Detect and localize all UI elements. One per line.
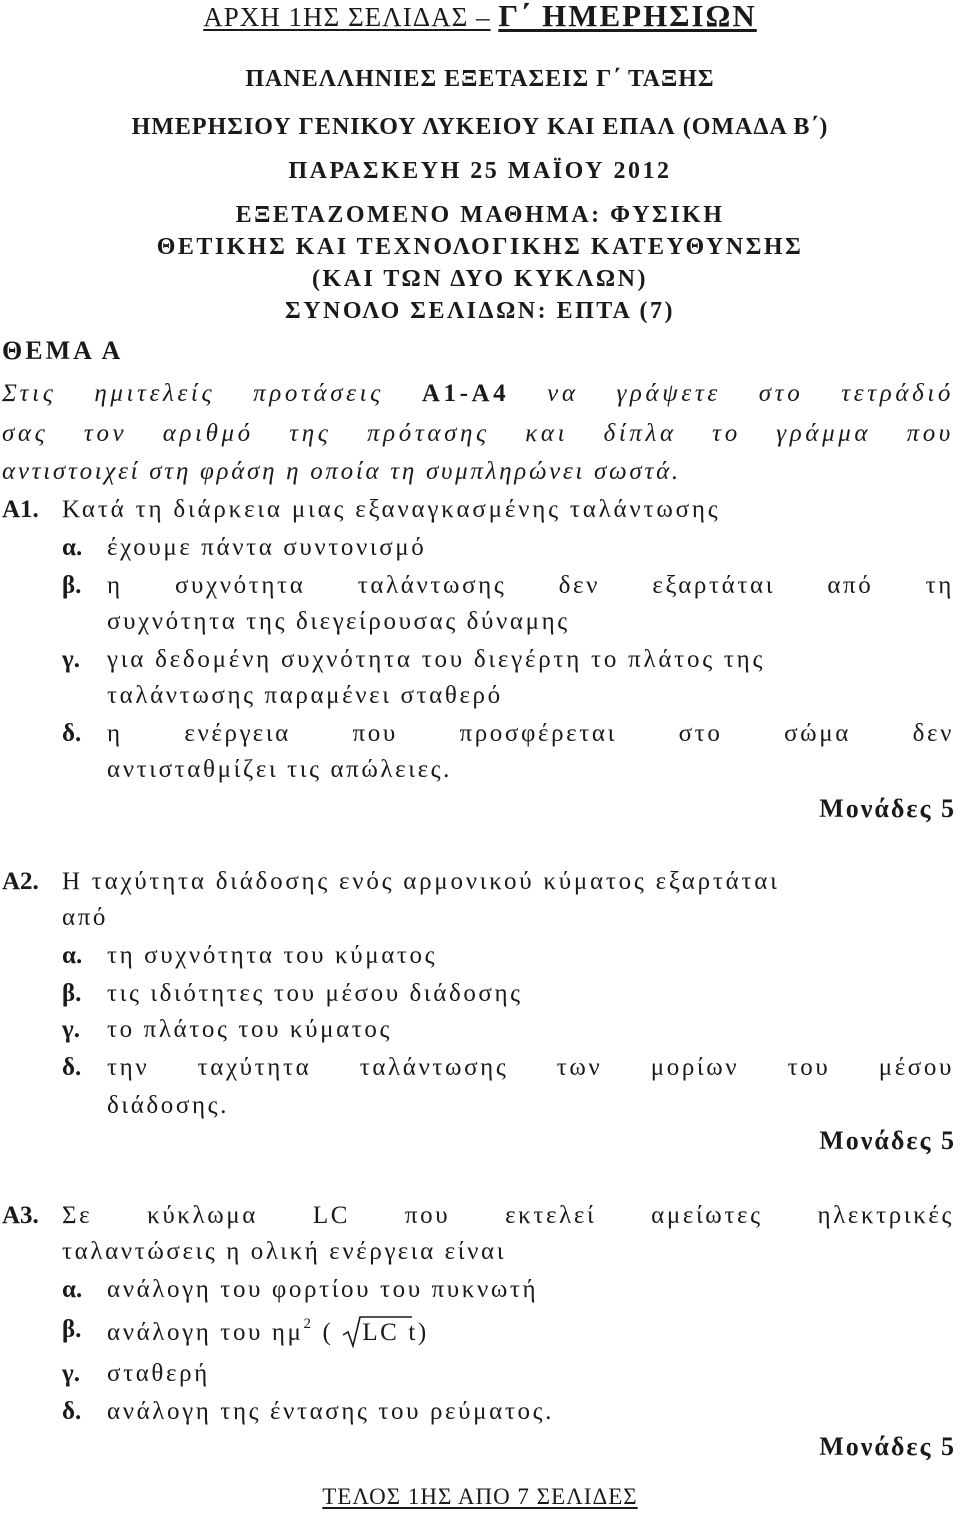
option-text: το πλάτος του κύματος — [107, 1016, 393, 1043]
word: η — [107, 720, 123, 747]
word: τετράδιό — [841, 380, 954, 407]
exam-title: ΠΑΝΕΛΛΗΝΙΕΣ ΕΞΕΤΑΣΕΙΣ Γ΄ ΤΑΞΗΣ — [245, 66, 715, 92]
word: εκτελεί — [505, 1202, 597, 1229]
option-label: β. — [62, 1316, 82, 1343]
exam-direction: ΘΕΤΙΚΗΣ ΚΑΙ ΤΕΧΝΟΛΟΓΙΚΗΣ ΚΑΤΕΥΘΥΝΣΗΣ — [156, 234, 804, 260]
exam-date: ΠΑΡΑΣΚΕΥΗ 25 ΜΑΪΟΥ 2012 — [288, 158, 672, 184]
word: ημιτελείς — [94, 380, 216, 407]
word: ηλεκτρικές — [817, 1202, 954, 1229]
header-right: Γ΄ ΗΜΕΡΗΣΙΩΝ — [498, 0, 757, 33]
exam-pages: ΣΥΝΟΛΟ ΣΕΛΙΔΩΝ: ΕΠΤΑ (7) — [285, 298, 675, 324]
theme-title: ΘΕΜΑ Α — [2, 336, 124, 365]
word: ταχύτητα — [197, 1054, 312, 1081]
paren-close: ) — [417, 1319, 429, 1346]
option-text-formula — [107, 1316, 429, 1347]
option-text-cont: αντισταθμίζει τις απώλειες. — [107, 756, 453, 783]
formula-prefix: ανάλογη του ημ — [107, 1319, 304, 1346]
word: δεν — [912, 720, 954, 747]
question-stem-cont: ταλαντώσεις η ολική ενέργεια είναι — [62, 1238, 507, 1265]
exam-cycles: (ΚΑΙ ΤΩΝ ΔΥΟ ΚΥΚΛΩΝ) — [312, 266, 648, 292]
word: συχνότητα — [174, 572, 306, 599]
option-label: α. — [62, 534, 83, 561]
option-text — [107, 720, 954, 748]
word: τον — [83, 420, 128, 447]
option-label: β. — [62, 980, 82, 1007]
word: που — [404, 1202, 451, 1229]
word: πρότασης — [367, 420, 490, 447]
option-label: β. — [62, 572, 82, 599]
instructions-line-2 — [2, 420, 954, 448]
word: στο — [678, 720, 723, 747]
word: σώμα — [784, 720, 851, 747]
option-text — [107, 1054, 954, 1082]
option-text: σταθερή — [107, 1360, 210, 1387]
word: από — [827, 572, 874, 599]
radicand: LC — [362, 1319, 400, 1346]
option-label: α. — [62, 1276, 83, 1303]
word: Σε — [62, 1202, 93, 1229]
option-label: δ. — [62, 720, 82, 747]
option-text: ανάλογη της έντασης του ρεύματος. — [107, 1398, 554, 1425]
word: στο — [758, 380, 804, 407]
exponent: 2 — [303, 1316, 314, 1332]
exam-subject: ΕΞΕΤΑΖΟΜΕΝΟ ΜΑΘΗΜΑ: ΦΥΣΙΚΗ — [235, 202, 725, 228]
word: μορίων — [650, 1054, 740, 1081]
radical-sign-icon — [342, 1315, 412, 1349]
instructions-line-3: αντιστοιχεί στη φράση η οποία τη συμπληρώνει σωστά. — [2, 458, 681, 485]
word: της — [289, 420, 332, 447]
word: σας — [2, 420, 49, 447]
option-label: γ. — [62, 1360, 80, 1387]
option-text — [107, 572, 954, 600]
word: που — [906, 420, 954, 447]
page-footer — [0, 1484, 960, 1510]
word: την — [107, 1054, 150, 1081]
option-label: δ. — [62, 1398, 82, 1425]
word: εξαρτάται — [652, 572, 776, 599]
option-text-cont: συχνότητα της διεγείρουσας δύναμης — [107, 608, 570, 635]
word: το — [712, 420, 741, 447]
word: κύκλωμα — [147, 1202, 258, 1229]
instructions-line-1 — [2, 380, 954, 408]
word: ενέργεια — [184, 720, 291, 747]
word: η — [107, 572, 123, 599]
option-label: δ. — [62, 1054, 82, 1081]
exam-school: ΗΜΕΡΗΣΙΟΥ ΓΕΝΙΚΟΥ ΛΥΚΕΙΟΥ ΚΑΙ ΕΠΑΛ (ΟΜΑΔΑ Β΄) — [131, 114, 829, 140]
page-header — [0, 0, 960, 34]
word: δίπλα — [603, 420, 677, 447]
option-label: γ. — [62, 646, 80, 673]
word: του — [787, 1054, 831, 1081]
word: προσφέρεται — [459, 720, 617, 747]
score: Μονάδες 5 — [819, 1432, 956, 1461]
word: προτάσεις — [253, 380, 384, 407]
word: δεν — [558, 572, 601, 599]
word: να — [547, 380, 579, 407]
option-text: έχουμε πάντα συντονισμό — [107, 534, 427, 561]
score: Μονάδες 5 — [819, 1126, 956, 1155]
word: LC — [312, 1202, 351, 1229]
word: Α1-Α4 — [421, 380, 510, 407]
word: αμείωτες — [651, 1202, 763, 1229]
square-root — [342, 1319, 399, 1347]
question-stem-cont: από — [62, 904, 109, 931]
word: μέσου — [878, 1054, 954, 1081]
option-text: για δεδομένη συχνότητα του διεγέρτη το πλάτος της — [107, 646, 766, 673]
option-text: τη συχνότητα του κύματος — [107, 942, 438, 969]
word: Στις — [2, 380, 57, 407]
option-text: ανάλογη του φορτίου του πυκνωτή — [107, 1276, 539, 1303]
score: Μονάδες 5 — [819, 794, 956, 823]
option-text-cont: διάδοσης. — [107, 1092, 229, 1119]
word: τη — [925, 572, 954, 599]
word: που — [352, 720, 398, 747]
question-stem: Κατά τη διάρκεια μιας εξαναγκασμένης ταλάντωσης — [62, 496, 721, 523]
word: αριθμό — [162, 420, 254, 447]
word: ταλάντωσης — [357, 572, 507, 599]
footer-text: ΤΕΛΟΣ 1ΗΣ ΑΠΟ 7 ΣΕΛΙΔΕΣ — [322, 1484, 638, 1509]
option-text: τις ιδιότητες του μέσου διάδοσης — [107, 980, 523, 1007]
option-label: α. — [62, 942, 83, 969]
question-stem — [62, 1202, 954, 1230]
option-text-cont: ταλάντωσης παραμένει σταθερό — [107, 682, 503, 709]
question-stem: Η ταχύτητα διάδοσης ενός αρμονικού κύματος εξαρτάται — [62, 868, 780, 895]
paren-open: ( — [322, 1319, 334, 1346]
word: γράψετε — [616, 380, 721, 407]
word: και — [525, 420, 569, 447]
question-number: Α1. — [2, 496, 39, 523]
option-label: γ. — [62, 1016, 80, 1043]
question-number: Α3. — [2, 1202, 39, 1229]
word: ταλάντωσης — [359, 1054, 509, 1081]
question-number: Α2. — [2, 868, 39, 895]
word: των — [556, 1054, 603, 1081]
word: γράμμα — [776, 420, 872, 447]
header-left: ΑΡΧΗ 1ΗΣ ΣΕΛΙΔΑΣ – — [203, 2, 491, 32]
time-variable: t — [408, 1319, 418, 1346]
